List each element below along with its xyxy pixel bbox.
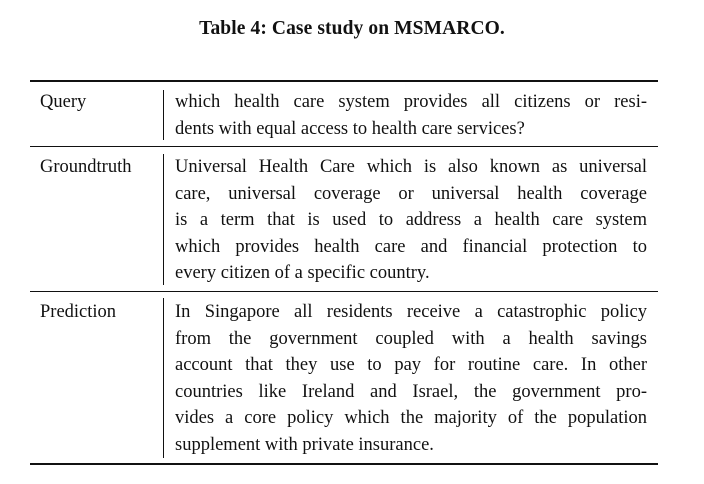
row-label-prediction: Prediction [40, 302, 117, 322]
prediction-line: countries like Ireland and Israel, the government pro- [175, 381, 647, 402]
groundtruth-line: which provides health care and financial protection to [175, 236, 647, 257]
table-top-rule [30, 80, 658, 82]
groundtruth-text [175, 154, 647, 287]
prediction-line: vides a core policy which the majority of the population [175, 408, 647, 428]
column-divider [163, 154, 164, 285]
table-caption: Table 4: Case study on MSMARCO. [199, 18, 505, 39]
row-label-query: Query [40, 92, 87, 112]
prediction-text [175, 299, 647, 458]
groundtruth-line: Universal Health Care which is also known as universal [175, 157, 647, 177]
groundtruth-line: care, universal coverage or universal health coverage [175, 183, 647, 204]
row-label-groundtruth: Groundtruth [40, 157, 132, 177]
table-row-divider [30, 146, 658, 147]
table-row-divider [30, 291, 658, 292]
table-bottom-rule [30, 463, 658, 465]
prediction-line: from the government coupled with a health savings [175, 328, 647, 349]
query-text [175, 89, 647, 142]
groundtruth-line: is a term that is used to address a health care system [175, 210, 647, 230]
column-divider [163, 90, 164, 140]
groundtruth-line: every citizen of a specific country. [175, 263, 430, 283]
prediction-line: account that they use to pay for routine care. In other [175, 355, 647, 375]
query-line: dents with equal access to health care services? [175, 118, 525, 139]
query-line: which health care system provides all citizens or resi- [175, 92, 647, 112]
column-divider [163, 298, 164, 458]
prediction-line: In Singapore all residents receive a catastrophic policy [175, 302, 647, 322]
prediction-line: supplement with private insurance. [175, 434, 434, 455]
